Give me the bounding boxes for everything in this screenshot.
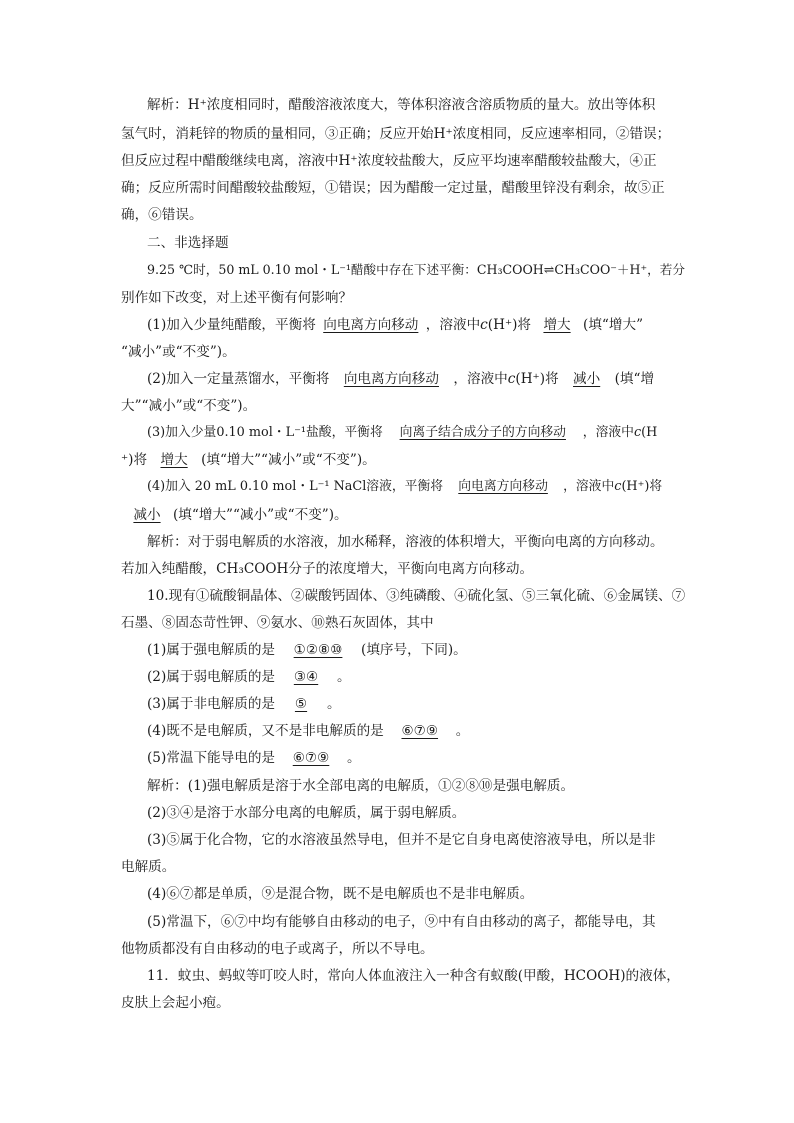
answer-blank: 向电离方向移动: [458, 479, 548, 494]
q10-part2: (2)属于弱电解质的是 ③④ 。: [147, 669, 351, 685]
q10-explanation-3: (3)⑤属于化合物，它的水溶液虽然导电，但并不是它自身电离使溶液导电，所以是非: [147, 832, 656, 848]
analysis-line-2: 氢气时，消耗锌的物质的量相同，③正确；反应开始H⁺浓度相同，反应速率相同，②错误；: [121, 126, 671, 142]
q9-part4: (4)加入 20 mL 0.10 mol・L⁻¹ NaCl溶液，平衡将 向电离方向移动 ，溶液中c(H⁺)将: [147, 477, 681, 497]
answer-blank: 增大: [160, 452, 188, 468]
analysis-line-4: 确；反应所需时间醋酸较盐酸短，①错误；因为醋酸一定过量，醋酸里锌没有剩余，故⑤正: [121, 180, 665, 196]
analysis-line-3: 但反应过程中醋酸继续电离，溶液中H⁺浓度较盐酸大，反应平均速率醋酸较盐酸大，④正: [121, 153, 657, 169]
answer-blank: ⑥⑦⑨: [292, 750, 330, 766]
q10-explanation-4: (4)⑥⑦都是单质，⑨是混合物，既不是电解质也不是非电解质。: [147, 886, 534, 902]
q9-part1-cont: “减小”或“不变”)。: [121, 344, 236, 360]
section-heading: 二、非选择题: [147, 235, 229, 251]
answer-blank: ③④: [293, 669, 319, 685]
answer-blank: 增大: [543, 317, 571, 333]
q9-part2-cont: 大”“减小”或“不变”)。: [121, 398, 257, 414]
q11-stem-2: 皮肤上会起小疱。: [121, 995, 230, 1011]
q10-part3: (3)属于非电解质的是 ⑤ 。: [147, 696, 341, 712]
q9-part1: (1)加入少量纯醋酸，平衡将 向电离方向移动 ，溶液中c(H⁺)将 增大 (填“增大”: [147, 317, 644, 333]
q10-explanation-1: 解析：(1)强电解质是溶于水全部电离的电解质，①②⑧⑩是强电解质。: [147, 778, 575, 794]
q10-stem-1: 10.现有①硫酸铜晶体、②碳酸钙固体、③纯磷酸、④硫化氢、⑤三氧化硫、⑥金属镁、⑦: [147, 588, 686, 604]
q10-stem-2: 石墨、⑧固态苛性钾、⑨氨水、⑩熟石灰固体，其中: [121, 615, 434, 631]
q9-part3-cont: ⁺)将 增大 (填“增大”“减小”或“不变”)。: [121, 452, 376, 468]
answer-blank: 向电离方向移动: [323, 317, 419, 333]
q9-stem-1: 9.25 ℃时，50 mL 0.10 mol・L⁻¹醋酸中存在下述平衡：CH₃COOH⇌CH₃COO⁻＋H⁺，若分: [147, 262, 685, 277]
answer-blank: ⑤: [294, 696, 308, 712]
answer-blank: 减小: [573, 371, 601, 387]
q10-explanation-5-cont: 他物质都没有自由移动的电子或离子，所以不导电。: [121, 941, 434, 957]
q10-part1: (1)属于强电解质的是 ①②⑧⑩ (填序号，下同)。: [147, 642, 467, 658]
answer-blank: ①②⑧⑩: [293, 642, 343, 658]
answer-blank: 向电离方向移动: [343, 371, 439, 387]
q9-part4-cont: 减小 (填“增大”“减小”或“不变”)。: [121, 505, 681, 525]
answer-blank: 减小: [133, 507, 161, 523]
q9-stem-2: 别作如下改变，对上述平衡有何影响？: [121, 290, 353, 306]
q10-part5: (5)常温下能导电的是 ⑥⑦⑨ 。: [147, 750, 361, 766]
q10-explanation-5: (5)常温下，⑥⑦中均有能够自由移动的电子，⑨中有自由移动的离子，都能导电，其: [147, 914, 656, 930]
analysis-line-1: 解析：H⁺浓度相同时，醋酸溶液浓度大，等体积溶液含溶质物质的量大。放出等体积: [147, 97, 656, 113]
analysis-line-5: 确，⑥错误。: [121, 207, 203, 223]
q10-explanation-2: (2)③④是溶于水部分电离的电解质，属于弱电解质。: [147, 805, 466, 821]
q10-part4: (4)既不是电解质，又不是非电解质的是 ⑥⑦⑨ 。: [147, 723, 470, 739]
q9-explanation-1: 解析：对于弱电解质的水溶液，加水稀释，溶液的体积增大，平衡向电离的方向移动。: [147, 534, 664, 550]
q10-explanation-3-cont: 电解质。: [121, 859, 176, 875]
answer-blank: ⑥⑦⑨: [401, 723, 439, 739]
answer-blank: 向离子结合成分子的方向移动: [399, 425, 566, 440]
q9-explanation-2: 若加入纯醋酸，CH₃COOH分子的浓度增大，平衡向电离方向移动。: [121, 561, 534, 577]
q11-stem-1: 11．蚊虫、蚂蚁等叮咬人时，常向人体血液注入一种含有蚁酸(甲酸，HCOOH)的液体，: [147, 968, 680, 984]
q9-part2: (2)加入一定量蒸馏水，平衡将 向电离方向移动 ，溶液中c(H⁺)将 减小 (填“增: [147, 371, 655, 387]
q9-part3: (3)加入少量0.10 mol・L⁻¹盐酸，平衡将 向离子结合成分子的方向移动 ，溶液中c(H: [147, 423, 681, 443]
